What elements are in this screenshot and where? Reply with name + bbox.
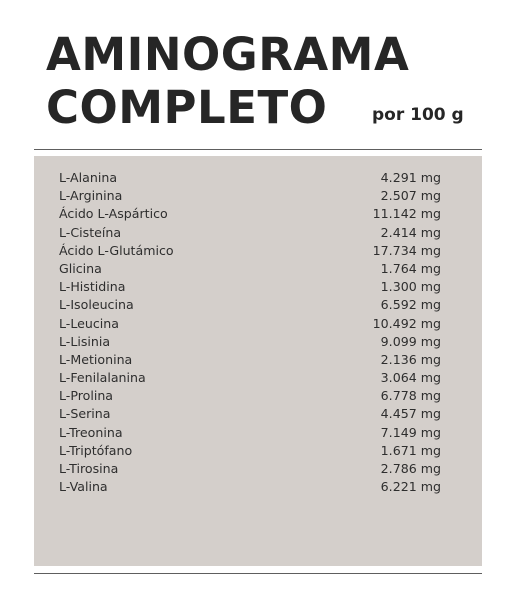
table-row: [59, 187, 441, 205]
table-row: [59, 278, 441, 296]
table-row: [59, 424, 441, 442]
table-row: [59, 478, 441, 496]
amino-acid-name: L-Fenilalanina: [59, 370, 146, 386]
table-row: [59, 242, 441, 260]
amino-acid-amount: 17.734 mg: [372, 242, 441, 258]
amino-acid-name: Ácido L-Aspártico: [59, 206, 168, 222]
amino-acid-name: L-Lisinia: [59, 333, 111, 349]
table-row: [59, 442, 441, 460]
amino-acid-amount: 10.492 mg: [372, 315, 441, 331]
amino-acid-name: Ácido L-Glutámico: [59, 242, 174, 258]
table-row: [59, 315, 441, 333]
amino-acid-name: L-Alanina: [59, 170, 118, 185]
amino-acid-amount: 4.291 mg: [380, 170, 441, 185]
unit-label: por 100 g: [372, 105, 464, 125]
amino-acid-amount: 2.786 mg: [380, 461, 441, 476]
aminogram-rows: [59, 169, 441, 496]
top-divider: [34, 149, 482, 150]
table-row: [59, 333, 441, 351]
amino-acid-amount: 6.221 mg: [380, 479, 441, 495]
table-row: [59, 387, 441, 405]
table-row: [59, 224, 441, 242]
amino-acid-amount: 1.764 mg: [380, 260, 441, 276]
title-line-1: AMINOGRAMA: [46, 28, 410, 81]
table-row: [59, 460, 441, 478]
amino-acid-amount: 4.457 mg: [380, 406, 441, 422]
amino-acid-name: L-Isoleucina: [59, 297, 134, 313]
amino-acid-name: L-Treonina: [59, 424, 123, 440]
amino-acid-amount: 11.142 mg: [372, 206, 441, 222]
table-row: [59, 260, 441, 278]
amino-acid-amount: 7.149 mg: [380, 424, 441, 440]
table-row: [59, 205, 441, 223]
amino-acid-name: L-Leucina: [59, 315, 119, 331]
table-row: [59, 369, 441, 387]
amino-acid-amount: 3.064 mg: [380, 370, 441, 386]
amino-acid-name: L-Triptófano: [59, 442, 133, 458]
amino-acid-name: L-Valina: [59, 479, 108, 495]
amino-acid-amount: 1.671 mg: [380, 442, 441, 458]
table-row: [59, 296, 441, 314]
amino-acid-name: L-Prolina: [59, 388, 114, 404]
amino-acid-name: L-Metionina: [59, 351, 133, 367]
amino-acid-amount: 9.099 mg: [380, 333, 441, 349]
amino-acid-name: L-Cisteína: [59, 224, 122, 240]
amino-acid-amount: 2.136 mg: [380, 351, 441, 367]
table-row: [59, 351, 441, 369]
amino-acid-amount: 6.592 mg: [380, 297, 441, 313]
bottom-divider: [34, 573, 482, 574]
aminogram-table: [34, 156, 482, 566]
amino-acid-name: L-Histidina: [59, 279, 126, 295]
amino-acid-name: L-Arginina: [59, 188, 123, 204]
amino-acid-name: L-Serina: [59, 406, 111, 422]
table-row: [59, 169, 441, 187]
amino-acid-name: Glicina: [59, 260, 102, 276]
title-line-2: COMPLETO: [46, 81, 328, 134]
table-row: [59, 405, 441, 423]
amino-acid-amount: 6.778 mg: [380, 388, 441, 404]
amino-acid-amount: 1.300 mg: [380, 279, 441, 295]
amino-acid-amount: 2.414 mg: [380, 224, 441, 240]
amino-acid-amount: 2.507 mg: [380, 188, 441, 204]
amino-acid-name: L-Tirosina: [59, 461, 119, 476]
